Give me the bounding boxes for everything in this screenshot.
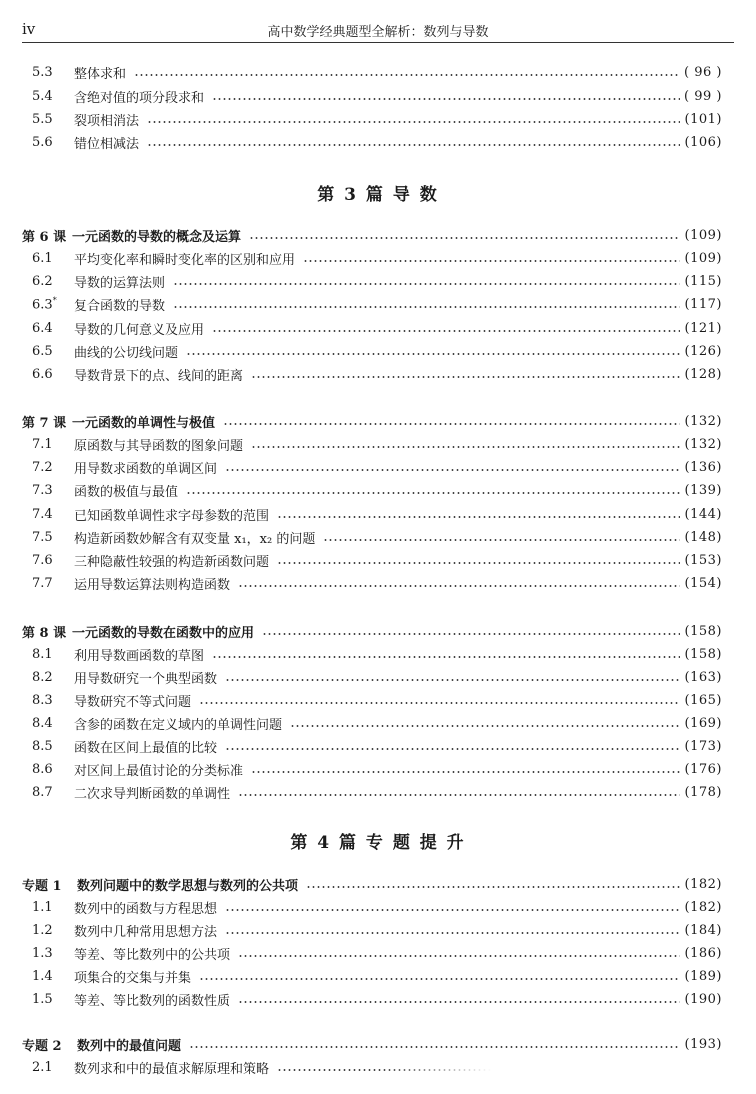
toc-entry[interactable] — [32, 479, 722, 501]
dot-leader — [225, 909, 680, 911]
dot-leader — [290, 725, 680, 727]
dot-leader — [303, 260, 680, 262]
lesson-number: 第 8 课 — [22, 625, 67, 641]
dot-leader — [212, 656, 680, 658]
entry-page: (126) — [684, 343, 722, 359]
entry-number: 6.1 — [32, 250, 53, 266]
dot-leader — [238, 585, 680, 587]
entry-number: 2.1 — [32, 1059, 53, 1075]
toc-entry[interactable] — [32, 317, 722, 339]
entry-title: 整体求和 — [74, 66, 127, 82]
entry-page: (128) — [684, 366, 722, 382]
entry-title: 已知函数单调性求字母参数的范围 — [74, 508, 270, 524]
topic-number: 专题 1 — [22, 878, 62, 894]
entry-title: 等差、等比数列中的公共项 — [74, 947, 231, 963]
toc-entry[interactable] — [32, 781, 722, 803]
entry-title: 等差、等比数列的函数性质 — [74, 993, 231, 1009]
entry-page: (153) — [684, 552, 722, 568]
toc-entry[interactable] — [32, 433, 722, 455]
dot-leader — [225, 469, 680, 471]
toc-entry[interactable] — [32, 270, 722, 292]
entry-page: (139) — [684, 482, 722, 498]
dot-leader — [173, 283, 680, 285]
toc-entry[interactable] — [32, 919, 722, 941]
entry-title: 含绝对值的项分段求和 — [74, 90, 205, 106]
entry-page: (121) — [684, 320, 722, 336]
toc-entry[interactable] — [32, 503, 722, 525]
entry-number: 1.1 — [32, 899, 53, 915]
toc-entry[interactable] — [32, 131, 722, 153]
entry-title: 利用导数画函数的草图 — [74, 648, 205, 664]
entry-page: (154) — [684, 575, 722, 591]
page-number: iv — [22, 20, 36, 38]
entry-page: ( 99 ) — [684, 88, 722, 104]
dot-leader — [134, 74, 680, 76]
lesson-title: 一元函数的导数在函数中的应用 — [72, 625, 255, 641]
page-fade-overlay — [380, 1058, 756, 1082]
entry-title: 运用导数运算法则构造函数 — [74, 577, 231, 593]
entry-title: 函数在区间上最值的比较 — [74, 740, 218, 756]
entry-title: 复合函数的导数 — [74, 298, 166, 314]
toc-entry[interactable] — [32, 108, 722, 130]
entry-number: 6.6 — [32, 366, 53, 382]
dot-leader — [225, 748, 680, 750]
dot-leader — [212, 330, 680, 332]
dot-leader — [223, 423, 680, 425]
toc-topic[interactable] — [22, 873, 722, 895]
dot-leader — [323, 539, 680, 541]
toc-entry[interactable] — [32, 61, 722, 83]
entry-title: 导数背景下的点、线间的距离 — [74, 368, 244, 384]
running-title: 高中数学经典题型全解析：数列与导数 — [267, 25, 489, 40]
entry-page: (136) — [684, 459, 722, 475]
toc-entry[interactable] — [32, 689, 722, 711]
entry-number: 8.2 — [32, 669, 53, 685]
entry-number: 7.1 — [32, 436, 53, 452]
toc-topic[interactable] — [22, 1033, 722, 1055]
topic-number: 专题 2 — [22, 1038, 62, 1054]
dot-leader — [186, 353, 680, 355]
toc-lesson[interactable] — [22, 224, 722, 246]
entry-title: 用导数求函数的单调区间 — [74, 461, 218, 477]
entry-page: (182) — [684, 876, 722, 892]
toc-entry[interactable] — [32, 363, 722, 385]
entry-number: 7.4 — [32, 506, 53, 522]
toc-entry[interactable] — [32, 666, 722, 688]
entry-number: 8.1 — [32, 646, 53, 662]
dot-leader — [238, 1001, 680, 1003]
dot-leader — [147, 121, 680, 123]
entry-number: 8.3 — [32, 692, 53, 708]
toc-entry[interactable] — [32, 988, 722, 1010]
entry-title: 平均变化率和瞬时变化率的区别和应用 — [74, 252, 296, 268]
entry-number: 6.3* — [32, 295, 57, 313]
entry-title: 原函数与其导函数的图象问题 — [74, 438, 244, 454]
entry-title: 导数的几何意义及应用 — [74, 322, 205, 338]
dot-leader — [186, 492, 680, 494]
entry-page: (115) — [684, 273, 722, 289]
toc-lesson[interactable] — [22, 410, 722, 432]
dot-leader — [251, 446, 680, 448]
entry-page: (163) — [684, 669, 722, 685]
toc-lesson[interactable] — [22, 620, 722, 642]
entry-title: 对区间上最值讨论的分类标准 — [74, 763, 244, 779]
lesson-title: 一元函数的单调性与极值 — [72, 415, 216, 431]
entry-page: (193) — [684, 1036, 722, 1052]
entry-page: (132) — [684, 413, 722, 429]
lesson-title: 一元函数的导数的概念及运算 — [72, 229, 242, 245]
dot-leader — [199, 978, 680, 980]
toc-entry[interactable] — [32, 247, 722, 269]
entry-title: 三种隐蔽性较强的构造新函数问题 — [74, 554, 270, 570]
entry-page: (169) — [684, 715, 722, 731]
dot-leader — [251, 771, 680, 773]
dot-leader — [199, 702, 680, 704]
dot-leader — [225, 679, 680, 681]
entry-page: (173) — [684, 738, 722, 754]
lesson-number: 第 6 课 — [22, 229, 67, 245]
dot-leader — [212, 98, 680, 100]
entry-number: 7.5 — [32, 529, 53, 545]
entry-number: 8.4 — [32, 715, 53, 731]
toc-entry[interactable] — [32, 293, 722, 315]
entry-title: 数列中几种常用思想方法 — [74, 924, 218, 940]
entry-page: (117) — [684, 296, 722, 312]
entry-number: 5.4 — [32, 88, 53, 104]
entry-number: 1.5 — [32, 991, 53, 1007]
entry-page: ( 96 ) — [684, 64, 722, 80]
toc-entry[interactable] — [32, 965, 722, 987]
dot-leader — [225, 932, 680, 934]
entry-title: 用导数研究一个典型函数 — [74, 671, 218, 687]
topic-title: 数列问题中的数学思想与数列的公共项 — [77, 878, 299, 894]
entry-page: (189) — [684, 968, 722, 984]
toc-entry[interactable] — [32, 942, 722, 964]
entry-number: 7.2 — [32, 459, 53, 475]
dot-leader — [238, 794, 680, 796]
part-heading: 第 4 篇 专 题 提 升 — [290, 833, 466, 853]
toc-entry[interactable] — [32, 896, 722, 918]
entry-page: (184) — [684, 922, 722, 938]
entry-title: 二次求导判断函数的单调性 — [74, 786, 231, 802]
optional-mark: * — [52, 295, 57, 305]
entry-title: 导数的运算法则 — [74, 275, 166, 291]
dot-leader — [173, 306, 680, 308]
entry-number: 6.5 — [32, 343, 53, 359]
entry-number: 7.3 — [32, 482, 53, 498]
entry-page: (148) — [684, 529, 722, 545]
entry-title: 构造新函数妙解含有双变量 x₁，x₂ 的问题 — [74, 531, 316, 547]
toc-entry[interactable] — [32, 712, 722, 734]
entry-number: 5.5 — [32, 111, 53, 127]
dot-leader — [277, 516, 680, 518]
dot-leader — [189, 1046, 680, 1048]
entry-title: 数列求和中的最值求解原理和策略 — [74, 1061, 270, 1077]
entry-number: 6.4 — [32, 320, 53, 336]
entry-title: 曲线的公切线问题 — [74, 345, 179, 361]
entry-number: 7.6 — [32, 552, 53, 568]
entry-page: (106) — [684, 134, 722, 150]
entry-page: (158) — [684, 646, 722, 662]
entry-number: 5.3 — [32, 64, 53, 80]
part-heading: 第 3 篇 导 数 — [317, 185, 439, 205]
toc-entry[interactable] — [32, 526, 722, 548]
entry-number: 8.6 — [32, 761, 53, 777]
dot-leader — [251, 376, 680, 378]
toc-entry[interactable] — [32, 643, 722, 665]
dot-leader — [147, 144, 680, 146]
page-header — [22, 18, 734, 43]
toc-entry[interactable] — [32, 758, 722, 780]
entry-number: 8.7 — [32, 784, 53, 800]
entry-title: 函数的极值与最值 — [74, 484, 179, 500]
toc-entry[interactable] — [32, 456, 722, 478]
dot-leader — [277, 562, 680, 564]
entry-page: (158) — [684, 623, 722, 639]
entry-number: 1.4 — [32, 968, 53, 984]
entry-page: (165) — [684, 692, 722, 708]
toc-entry[interactable] — [32, 85, 722, 107]
entry-number: 6.2 — [32, 273, 53, 289]
entry-page: (190) — [684, 991, 722, 1007]
entry-page: (182) — [684, 899, 722, 915]
entry-title: 含参的函数在定义域内的单调性问题 — [74, 717, 283, 733]
dot-leader — [306, 886, 680, 888]
entry-title: 导数研究不等式问题 — [74, 694, 192, 710]
entry-title: 错位相减法 — [74, 136, 140, 152]
toc-entry[interactable] — [32, 549, 722, 571]
entry-page: (132) — [684, 436, 722, 452]
dot-leader — [238, 955, 680, 957]
entry-title: 裂项相消法 — [74, 113, 140, 129]
entry-number: 1.2 — [32, 922, 53, 938]
entry-page: (109) — [684, 227, 722, 243]
entry-title: 项集合的交集与并集 — [74, 970, 192, 986]
entry-page: (186) — [684, 945, 722, 961]
toc-entry[interactable] — [32, 572, 722, 594]
entry-number: 8.5 — [32, 738, 53, 754]
entry-page: (178) — [684, 784, 722, 800]
entry-page: (176) — [684, 761, 722, 777]
entry-number: 7.7 — [32, 575, 53, 591]
entry-number: 1.3 — [32, 945, 53, 961]
entry-title: 数列中的函数与方程思想 — [74, 901, 218, 917]
toc-entry[interactable] — [32, 340, 722, 362]
dot-leader — [262, 633, 680, 635]
entry-page: (101) — [684, 111, 722, 127]
topic-title: 数列中的最值问题 — [77, 1038, 182, 1054]
lesson-number: 第 7 课 — [22, 415, 67, 431]
dot-leader — [249, 237, 680, 239]
entry-page: (144) — [684, 506, 722, 522]
entry-number: 5.6 — [32, 134, 53, 150]
toc-entry[interactable] — [32, 735, 722, 757]
entry-page: (109) — [684, 250, 722, 266]
